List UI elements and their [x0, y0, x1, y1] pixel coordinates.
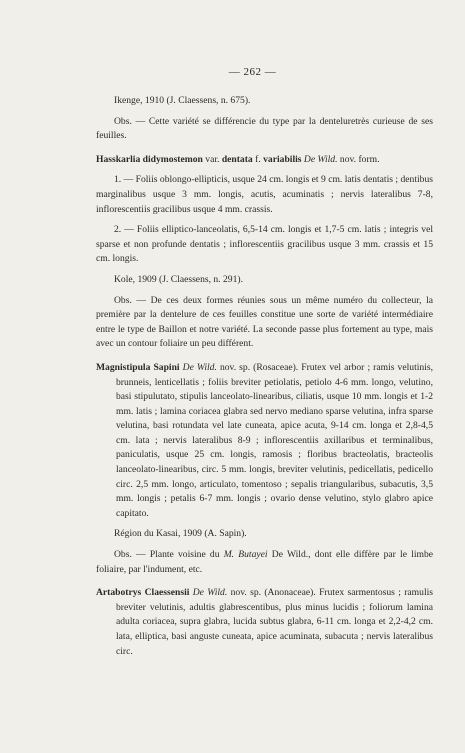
taxon-connector: var.: [202, 153, 222, 165]
form-1-description: 1. — Foliis oblongo-ellipticis, usque 24 cm. longis et 9 cm. latis dentatis ; dentibus marginalibus usque 3 mm. longis, acutis, acuminatis ; nervis lateralibus 7-8, inflorescentiis gracilibus usque 4 mm. crassis.: [96, 174, 433, 215]
taxon-forma: variabilis: [263, 153, 302, 165]
observation-2: Obs. — De ces deux formes réunies sous un même numéro du collecteur, la première par la dentelure de ces feuilles constitue une sorte de variété intermédiaire entre le type de Baillon et notre variété. La seconde passe plus fortement au type, mais avec un contour foliaire un peu différent.: [96, 294, 433, 350]
page-number: — 262 —: [228, 66, 277, 78]
locality-kole: Kole, 1909 (J. Claessens, n. 291).: [114, 273, 243, 285]
locality-ikenge: Ikenge, 1910 (J. Claessens, n. 675).: [114, 95, 251, 106]
observation-3: [96, 548, 433, 577]
locality-kasai: Région du Kasai, 1909 (A. Sapin).: [114, 528, 247, 540]
obs-text: De Wild., dont elle diffère par le limbe foliaire, par l'indument, etc.: [96, 549, 434, 575]
taxon-author: De Wild.: [182, 361, 217, 373]
taxon-magnistipula: [96, 361, 433, 522]
taxon-artabotrys: [96, 586, 433, 659]
taxon-author: De Wild.: [303, 153, 338, 165]
obs-text: Obs. — Plante voisine du: [114, 549, 224, 561]
observation-1: Obs. — Cette variété se différencie du type par la denteluretrès curieuse de ses feuilles.: [96, 115, 433, 142]
taxon-status: nov. form.: [337, 153, 380, 165]
taxon-name: Hasskarlia didymostemon: [96, 153, 203, 165]
taxon-name: Artabotrys Claessensii: [96, 587, 190, 599]
taxon-name: Magnistipula Sapini: [96, 361, 180, 373]
taxon-author: De Wild.: [192, 587, 228, 599]
taxon-connector: f.: [252, 153, 264, 165]
taxon-hasskarlia: [96, 153, 433, 168]
obs-species: M. Butayei: [223, 549, 268, 561]
taxon-description: nov. sp. (Rosaceae). Frutex vel arbor ; ramis velutinis, brunneis, lenticellatis ; foliis breviter petiolatis, petiolo 4-6 mm. longo, velutino, basi stipulutato, stipulis lanceolato-linearibus, ciliatis, usque 10 mm. longis et 1-2 mm. latis ; lamina coriacea glabra sed nervo mediano sparse velutina, infra sparse velutina, basi rotundata vel late cuneata, apice acuta, 9-14 cm. longa et 2,8-4,5 cm. lata ; nervis lateralibus 8-9 ; inflorescentiis axillaribus et terminalibus, paniculatis, usque 25 cm. longis, ramosis ; floribus bracteolatis, bracteolis lanceolato-linearibus, circ. 5 mm. longis, breviter velutinis, pedicellatis, pedicello circ. 2,5 mm. longo, articulato, tomentoso ; sepalis triangularibus, subacutis, 3,5 mm. longis ; petalis 6-7 mm. longis ; ovario dense velutino, stylo glabro apice capitato.: [116, 361, 433, 519]
form-2-description: 2. — Foliis elliptico-lanceolatis, 6,5-14 cm. longis et 1,7-5 cm. latis ; integris vel sparse et non profunde dentatis ; inflorescentiis gracilibus usque 3 mm. crassis et 15 cm. longis.: [96, 224, 433, 265]
taxon-variety: dentata: [221, 153, 253, 165]
page-body: [96, 94, 433, 659]
taxon-description: nov. sp. (Anonaceae). Frutex sarmentosus ; ramulis breviter velutinis, adultis glabrescentibus, plus minus lucidis ; foliorum lamina adulta coriacea, supra glabra, lucida subtus glabra, 6-11 cm. longa et 2,2-4,2 cm. lata, elliptica, basi anguste cuneata, apice acuminata, subacuta ; nervis lateralibus circ.: [116, 587, 434, 657]
